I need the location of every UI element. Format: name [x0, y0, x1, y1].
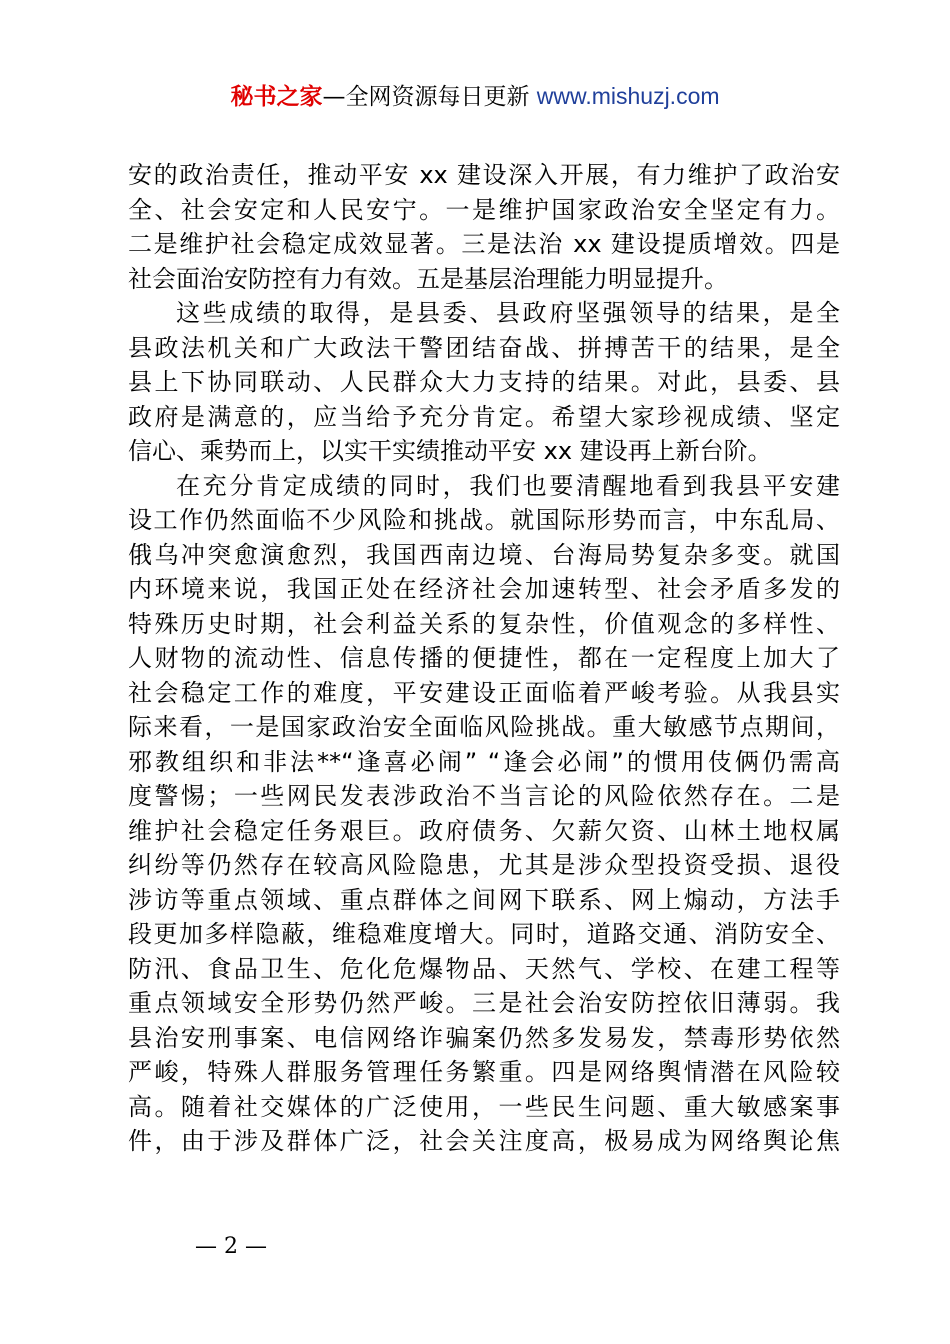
- text-line: 维护社会稳定任务艰巨。政府债务、欠薪欠资、山林土地权属: [128, 816, 840, 845]
- text-line: 二是维护社会稳定成效显著。三是法治 xx 建设提质增效。四是: [128, 230, 840, 258]
- text-line: 政府是满意的，应当给予充分肯定。希望大家珍视成绩、坚定: [128, 402, 840, 431]
- text-line: 县上下协同联动、人民群众大力支持的结果。对此，县委、县: [128, 368, 840, 396]
- text-line: 安的政治责任，推动平安 xx 建设深入开展，有力维护了政治安: [128, 161, 840, 189]
- text-line: 件，由于涉及群体广泛，社会关注度高，极易成为网络舆论焦: [128, 1127, 840, 1155]
- text-line: 纠纷等仍然存在较高风险隐患，尤其是涉众型投资受损、退役: [128, 851, 840, 879]
- text-line: 严峻，特殊人群服务管理任务繁重。四是网络舆情潜在风险较: [128, 1058, 840, 1086]
- text-line: 涉访等重点领域、重点群体之间网下联系、网上煽动，方法手: [128, 885, 840, 914]
- text-line: 社会稳定工作的难度，平安建设正面临着严峻考验。从我县实: [128, 678, 840, 707]
- text-line: 人财物的流动性、信息传播的便捷性，都在一定程度上加大了: [128, 644, 840, 672]
- header-url[interactable]: www.mishuzj.com: [536, 83, 720, 109]
- text-line: 高。随着社交媒体的广泛使用，一些民生问题、重大敏感案事: [128, 1092, 840, 1121]
- text-line: 邪教组织和非法**“逢喜必闹” “逢会必闹”的惯用伎俩仍需高: [128, 747, 840, 776]
- text-line: 段更加多样隐蔽，维稳难度增大。同时，道路交通、消防安全、: [128, 920, 840, 948]
- text-line: 际来看，一是国家政治安全面临风险挑战。重大敏感节点期间，: [128, 713, 840, 741]
- text-line: 重点领域安全形势仍然严峻。三是社会治安防控依旧薄弱。我: [128, 989, 840, 1017]
- text-line: 在充分肯定成绩的同时，我们也要清醒地看到我县平安建: [176, 471, 840, 500]
- text-line: 这些成绩的取得，是县委、县政府坚强领导的结果，是全: [176, 299, 840, 327]
- text-line: 县治安刑事案、电信网络诈骗案仍然多发易发，禁毒形势依然: [128, 1023, 840, 1052]
- page-number: — 2 —: [195, 1234, 267, 1259]
- text-line: 全、社会安定和人民安宁。一是维护国家政治安全坚定有力。: [128, 195, 840, 224]
- text-line: 内环境来说，我国正处在经济社会加速转型、社会矛盾多发的: [128, 575, 840, 603]
- text-line: 防汛、食品卫生、危化危爆物品、天然气、学校、在建工程等: [128, 954, 840, 983]
- text-line: 信心、乘势而上，以实干实绩推动平安 xx 建设再上新台阶。: [128, 437, 772, 465]
- text-line: 设工作仍然面临不少风险和挑战。就国际形势而言，中东乱局、: [128, 506, 840, 534]
- page-header: [0, 80, 950, 113]
- document-body: [128, 158, 840, 1159]
- text-line: 社会面治安防控有力有效。五是基层治理能力明显提升。: [128, 264, 728, 293]
- text-line: 度警惕；一些网民发表涉政治不当言论的风险依然存在。二是: [128, 782, 840, 810]
- text-line: 特殊历史时期，社会利益关系的复杂性，价值观念的多样性、: [128, 609, 840, 638]
- text-line: 俄乌冲突愈演愈烈，我国西南边境、台海局势复杂多变。就国: [128, 540, 840, 569]
- text-line: 县政法机关和广大政法干警团结奋战、拼搏苦干的结果，是全: [128, 333, 840, 362]
- brand-name: 秘书之家: [230, 84, 323, 110]
- header-tagline: —全网资源每日更新: [322, 84, 537, 110]
